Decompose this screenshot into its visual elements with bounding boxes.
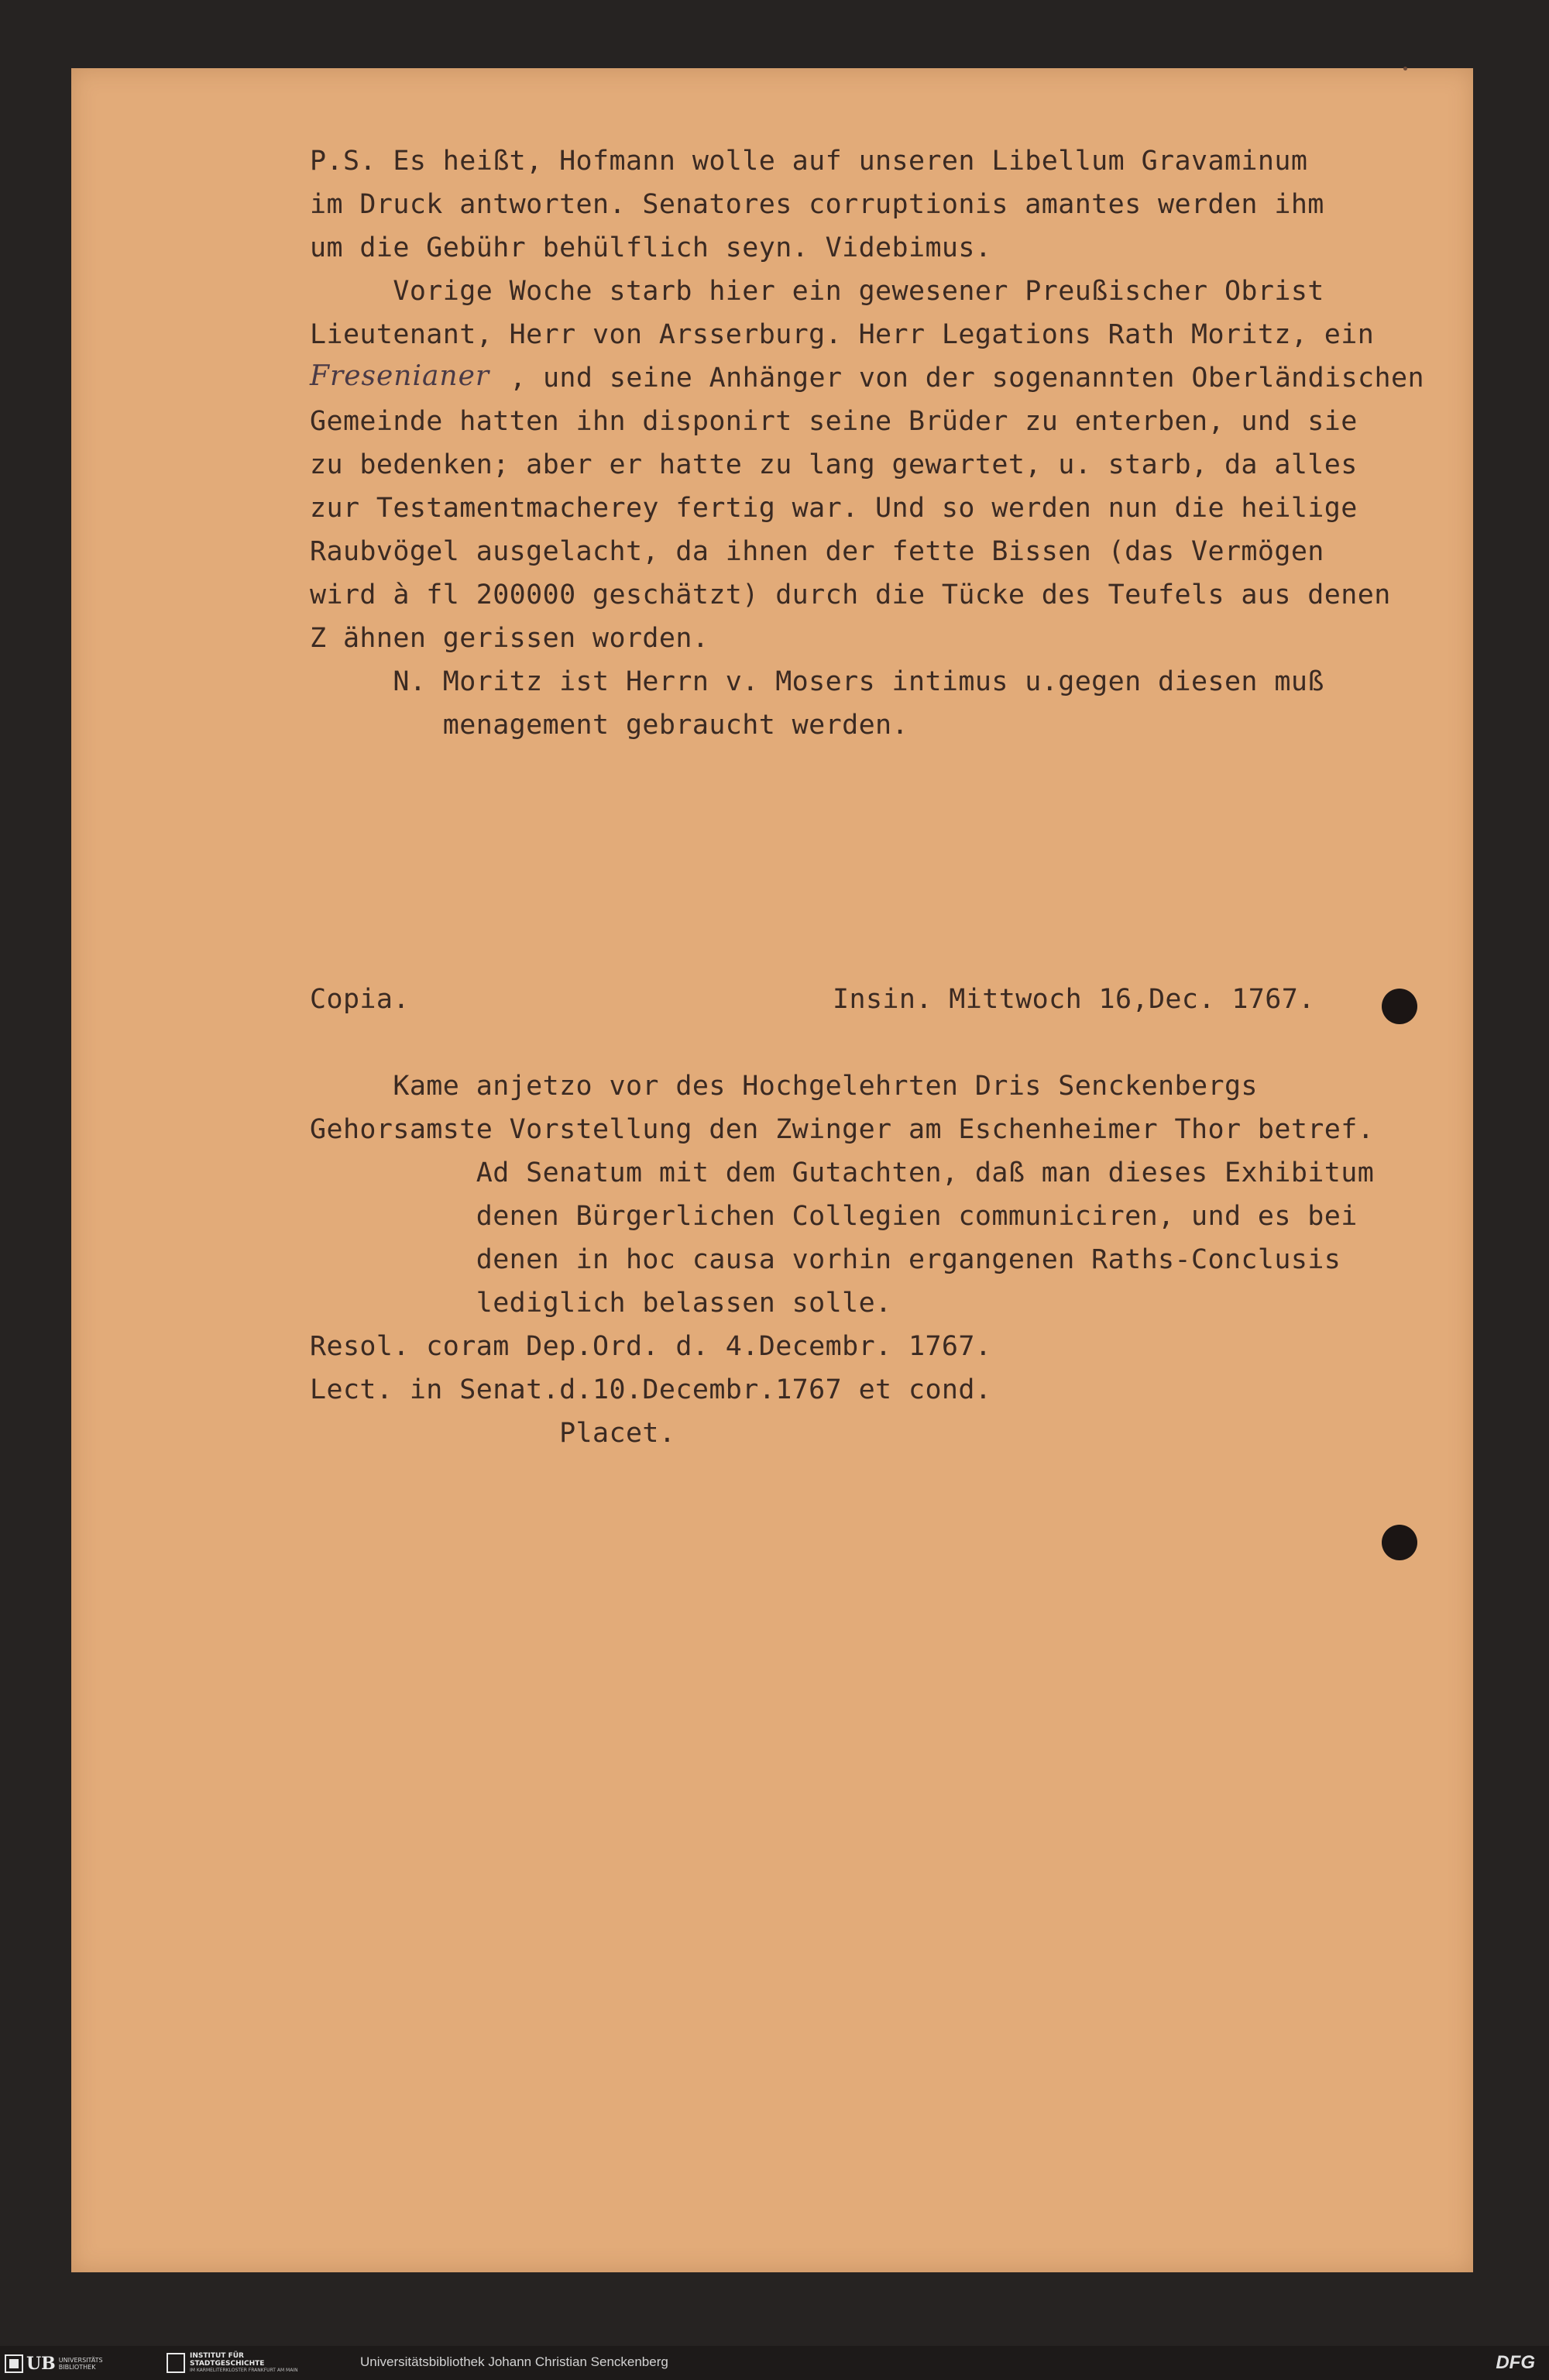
- ub-logo-text: UB: [26, 2354, 56, 2374]
- copia-line-4: denen Bürgerlichen Collegien communiciren, und es bei: [310, 1201, 1358, 1232]
- ub-mark-icon: [5, 2354, 23, 2373]
- ps-line-14: menagement gebraucht werden.: [310, 710, 908, 741]
- ps-line-9: zur Testamentmacherey fertig war. Und so werden nun die heilige: [310, 493, 1358, 524]
- copia-line-8: Lect. in Senat.d.10.Decembr.1767 et cond.: [310, 1374, 992, 1405]
- ps-line-13: N. Moritz ist Herrn v. Mosers intimus u.gegen diesen muß: [310, 666, 1324, 697]
- copia-line-1: Kame anjetzo vor des Hochgelehrten Dris Senckenbergs: [310, 1071, 1258, 1102]
- copia-line-3: Ad Senatum mit dem Gutachten, daß man dieses Exhibitum: [310, 1157, 1375, 1188]
- dfg-logo: DFG: [1496, 2352, 1535, 2373]
- ub-sub-line-1: UNIVERSITÄTS: [58, 2357, 103, 2364]
- ps-line-10: Raubvögel ausgelacht, da ihnen der fette Bissen (das Vermögen: [310, 536, 1324, 567]
- ub-logo: [5, 2352, 152, 2375]
- ps-line-1: P.S. Es heißt, Hofmann wolle auf unseren Libellum Gravaminum: [310, 146, 1308, 177]
- ps-line-11: wird à fl 200000 geschätzt) durch die Tücke des Teufels aus denen: [310, 580, 1391, 610]
- ps-line-4: Vorige Woche starb hier ein gewesener Preußischer Obrist: [310, 276, 1324, 307]
- ps-line-2: im Druck antworten. Senatores corruptionis amantes werden ihm: [310, 189, 1324, 220]
- institute-subline: IM KARMELITERKLOSTER FRANKFURT AM MAIN: [190, 2368, 298, 2373]
- handwritten-word: Fresenianer: [310, 360, 490, 392]
- copia-line-2: Gehorsamste Vorstellung den Zwinger am Eschenheimer Thor betref.: [310, 1114, 1375, 1145]
- copia-line-9: Placet.: [310, 1418, 676, 1449]
- copia-date: Insin. Mittwoch 16,Dec. 1767.: [833, 984, 1315, 1015]
- ps-line-6: , und seine Anhänger von der sogenannten Oberländischen: [510, 363, 1424, 394]
- institute-logo: [167, 2352, 298, 2373]
- ub-logo-subtitle: [59, 2357, 103, 2371]
- institute-mark-icon: [167, 2353, 185, 2373]
- library-name: Universitätsbibliothek Johann Christian Senckenberg: [360, 2354, 668, 2369]
- ps-line-8: zu bedenken; aber er hatte zu lang gewartet, u. starb, da alles: [310, 449, 1358, 480]
- ps-line-7: Gemeinde hatten ihn disponirt seine Brüder zu enterben, und sie: [310, 406, 1358, 437]
- paper-speck: [1403, 67, 1407, 71]
- institute-line-2: STADTGESCHICHTE: [190, 2360, 265, 2368]
- copia-line-7: Resol. coram Dep.Ord. d. 4.Decembr. 1767.: [310, 1331, 992, 1362]
- document-page: [71, 68, 1473, 2272]
- ps-line-5: Lieutenant, Herr von Arsserburg. Herr Legations Rath Moritz, ein: [310, 319, 1375, 350]
- copia-line-5: denen in hoc causa vorhin ergangenen Raths-Conclusis: [310, 1244, 1341, 1275]
- copia-line-6: lediglich belassen solle.: [310, 1288, 892, 1319]
- ps-line-3: um die Gebühr behülflich seyn. Videbimus.: [310, 232, 992, 263]
- copia-label: Copia.: [310, 984, 410, 1015]
- ps-line-12: Z ähnen gerissen worden.: [310, 623, 709, 654]
- punch-hole-bottom: [1382, 1525, 1417, 1560]
- punch-hole-top: [1382, 989, 1417, 1024]
- institute-line-1: INSTITUT FÜR: [190, 2352, 244, 2360]
- ub-sub-line-2: BIBLIOTHEK: [58, 2364, 96, 2371]
- footer-bar: [0, 2346, 1549, 2380]
